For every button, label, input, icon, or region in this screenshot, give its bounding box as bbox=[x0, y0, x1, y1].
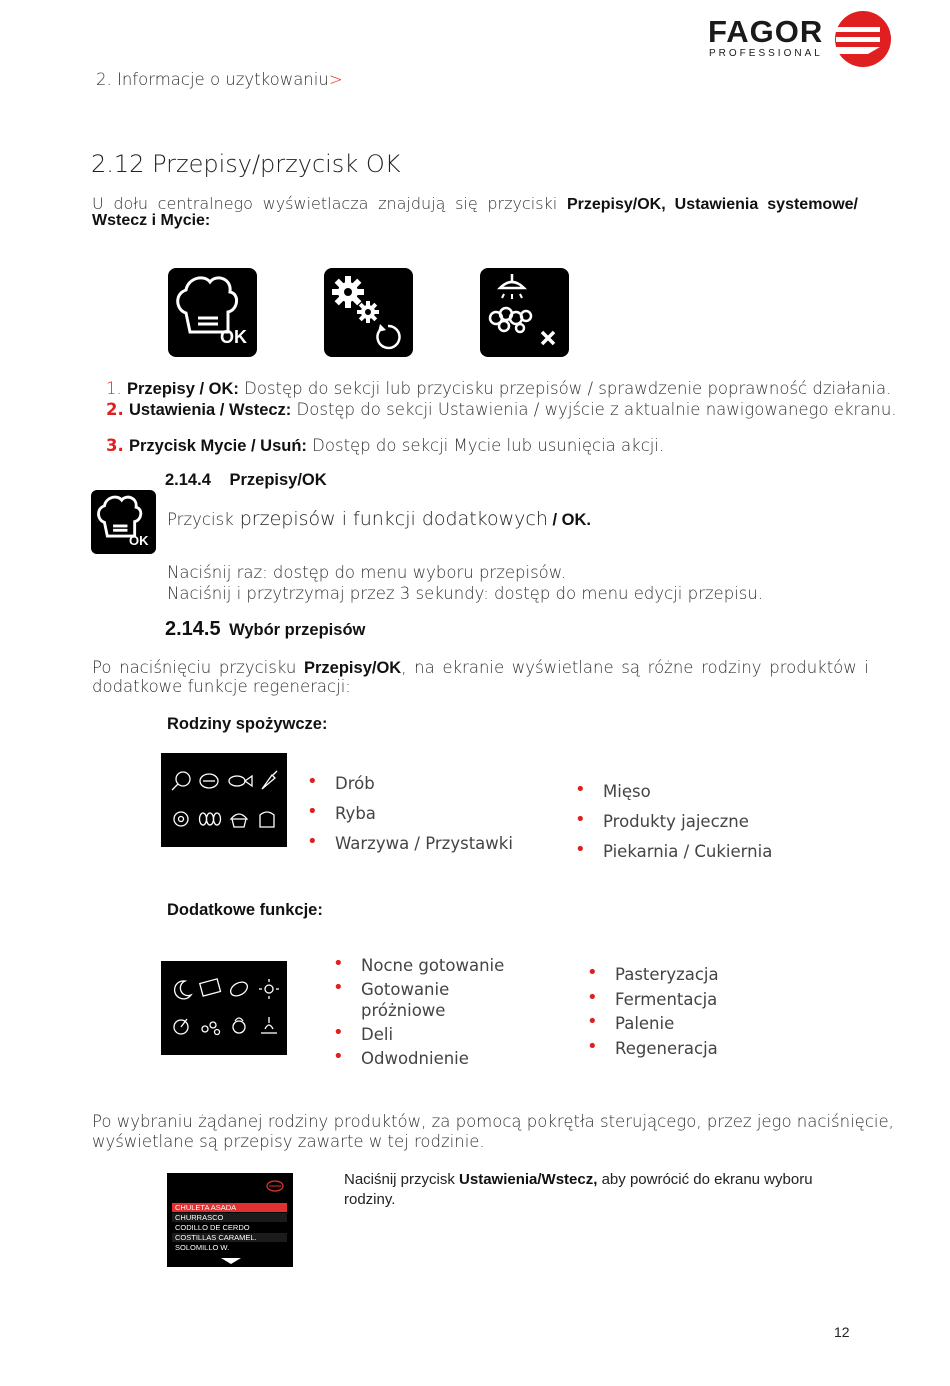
back-suffix: aby powrócić do ekranu wyboru bbox=[597, 1171, 813, 1188]
item-2-label: Ustawienia / Wstecz: bbox=[129, 401, 292, 419]
press-once-text: Naciśnij raz: dostęp do menu wyboru przepisów. bbox=[167, 563, 566, 582]
list-item: • Mięso bbox=[575, 777, 772, 807]
list-item: • Fermentacja bbox=[587, 988, 719, 1013]
breadcrumb bbox=[96, 70, 343, 89]
eggs-icon bbox=[200, 813, 221, 825]
section-212-intro bbox=[92, 194, 858, 214]
intro-a: Po naciśnięciu przycisku bbox=[92, 658, 297, 677]
families-left-list bbox=[307, 769, 513, 859]
item-1-number: 1. bbox=[106, 379, 122, 398]
line-prefix: Przycisk bbox=[167, 510, 234, 529]
list-item: • Piekarnia / Cukiernia bbox=[575, 837, 772, 867]
extra-functions-panel bbox=[161, 961, 287, 1055]
bread-icon bbox=[260, 812, 274, 827]
extra-left-list bbox=[333, 955, 523, 1069]
item-1-label: Przepisy / OK: bbox=[127, 380, 239, 398]
list-item: • Nocne gotowanie bbox=[333, 955, 523, 976]
muffin-icon bbox=[231, 814, 247, 827]
recipe-list-screen bbox=[167, 1173, 293, 1267]
brand-logo bbox=[706, 10, 896, 70]
gears-back-icon bbox=[324, 268, 413, 357]
ok-label: OK bbox=[220, 327, 247, 347]
vegetable-icon bbox=[262, 771, 277, 789]
section-2144-title: Przepisy/OK bbox=[229, 471, 327, 489]
after-select-text-2: wyświetlane są przepisy zawarte w tej rodzinie. bbox=[92, 1132, 485, 1151]
recipe-row[interactable]: CHURRASCO bbox=[172, 1213, 287, 1222]
ok-small-label: OK bbox=[129, 533, 149, 548]
back-instruction bbox=[344, 1170, 864, 1210]
breadcrumb-text: 2. Informacje o uzytkowaniu bbox=[96, 70, 329, 89]
vacuum-bag-icon bbox=[200, 979, 221, 996]
moon-icon bbox=[175, 981, 191, 999]
intro-text: U dołu centralnego wyświetlacza znajdują się przyciski bbox=[92, 194, 558, 213]
section-2145-intro bbox=[92, 658, 869, 678]
family-icons bbox=[161, 753, 287, 847]
item-3-label: Przycisk Mycie / Usuń: bbox=[129, 437, 307, 455]
list-item: • Produkty jajeczne bbox=[575, 807, 772, 837]
families-heading: Rodziny spożywcze: bbox=[167, 715, 328, 733]
recipe-row[interactable]: CHULETA ASADA bbox=[172, 1203, 287, 1212]
back-bold: Ustawienia/Wstecz, bbox=[459, 1171, 598, 1188]
deli-icon bbox=[228, 979, 250, 998]
intro-bold-2: Wstecz i Mycie: bbox=[92, 212, 211, 229]
section-2145-title: Wybór przepisów bbox=[229, 621, 366, 639]
meat-icon bbox=[200, 774, 218, 788]
item-1 bbox=[106, 379, 891, 399]
regenerate-icon bbox=[261, 1017, 277, 1033]
list-item: • Palenie bbox=[587, 1012, 719, 1037]
item-3-number: 3. bbox=[106, 436, 124, 455]
section-2144-number: 2.14.4 bbox=[165, 471, 211, 489]
brand-emblem-icon bbox=[834, 10, 892, 68]
list-item: • Deli bbox=[333, 1024, 523, 1045]
back-suffix-2: rodziny. bbox=[344, 1191, 396, 1208]
page-number: 12 bbox=[834, 1324, 850, 1340]
intro-bold: Przepisy/OK bbox=[304, 659, 402, 677]
families-panel bbox=[161, 753, 287, 847]
pasteurize-icon bbox=[174, 1019, 188, 1034]
egg-icon bbox=[174, 812, 188, 826]
line-main: przepisów i funkcji dodatkowych bbox=[233, 508, 548, 530]
section-title-212: 2.12 Przepisy/przycisk OK bbox=[91, 150, 401, 178]
list-item: • Odwodnienie bbox=[333, 1048, 523, 1069]
extra-heading: Dodatkowe funkcje: bbox=[167, 901, 323, 919]
wash-delete-button[interactable] bbox=[480, 268, 569, 357]
line-bold: / OK. bbox=[547, 511, 591, 529]
list-item: • Regeneracja bbox=[587, 1037, 719, 1062]
press-hold-text: Naciśnij i przytrzymaj przez 3 sekundy: dostęp do menu edycji przepisu. bbox=[167, 584, 764, 603]
item-3-text: Dostęp do sekcji Mycie lub usunięcia akcji. bbox=[306, 436, 665, 455]
fish-icon bbox=[229, 776, 252, 786]
section-2145-heading bbox=[165, 618, 365, 641]
item-2-number: 2. bbox=[106, 400, 124, 419]
extra-right-list bbox=[587, 963, 719, 1061]
extra-function-icons bbox=[161, 961, 287, 1055]
list-item: • Ryba bbox=[307, 799, 513, 829]
section-2144-heading bbox=[165, 471, 327, 490]
settings-back-button[interactable] bbox=[324, 268, 413, 357]
item-1-text: Dostęp do sekcji lub przycisku przepisów / sprawdzenie poprawność działania. bbox=[238, 379, 892, 398]
recipe-row[interactable]: COSTILLAS CARAMEL. bbox=[172, 1233, 287, 1242]
after-select-text-1: Po wybraniu żądanej rodziny produktów, za pomocą pokrętła sterującego, przez jego naciśnięcie, bbox=[92, 1112, 894, 1131]
section-2144-line bbox=[167, 508, 591, 530]
list-item: • Drób bbox=[307, 769, 513, 799]
recipes-ok-button[interactable] bbox=[168, 268, 257, 357]
families-right-list bbox=[575, 777, 772, 867]
item-2 bbox=[106, 400, 897, 420]
recipe-row[interactable]: SOLOMILLO W. bbox=[175, 1243, 230, 1252]
item-2-text: Dostęp do sekcji Ustawienia / wyjście z aktualnie nawigowanego ekranu. bbox=[291, 400, 897, 419]
item-3 bbox=[106, 436, 664, 456]
intro-bold-1: Przepisy/OK, Ustawienia systemowe/ bbox=[566, 196, 858, 213]
scroll-down-icon[interactable] bbox=[221, 1258, 241, 1264]
smoke-icon bbox=[233, 1018, 245, 1033]
section-2145-number: 2.14.5 bbox=[165, 618, 221, 640]
dehydrate-icon bbox=[259, 979, 279, 999]
recipes-ok-small-icon bbox=[91, 490, 156, 554]
ferment-icon bbox=[202, 1022, 220, 1035]
list-item: • Pasteryzacja bbox=[587, 963, 719, 988]
brand-subtitle: PROFESSIONAL bbox=[709, 48, 823, 59]
list-item: • Gotowanie próżniowe bbox=[333, 979, 523, 1021]
poultry-icon bbox=[172, 772, 190, 790]
brand-name: FAGOR bbox=[708, 14, 824, 49]
intro-b: , na ekranie wyświetlane są różne rodziny produktów i bbox=[401, 658, 869, 677]
breadcrumb-arrow: > bbox=[328, 70, 343, 89]
list-item: • Warzywa / Przystawki bbox=[307, 829, 513, 859]
back-prefix: Naciśnij przycisk bbox=[344, 1171, 455, 1188]
section-2145-intro-c: dodatkowe funkcje regeneracji: bbox=[92, 677, 351, 696]
wash-delete-icon bbox=[480, 268, 569, 357]
meat-icon bbox=[265, 1179, 285, 1193]
recipe-row[interactable]: CODILLO DE CERDO bbox=[175, 1223, 250, 1232]
